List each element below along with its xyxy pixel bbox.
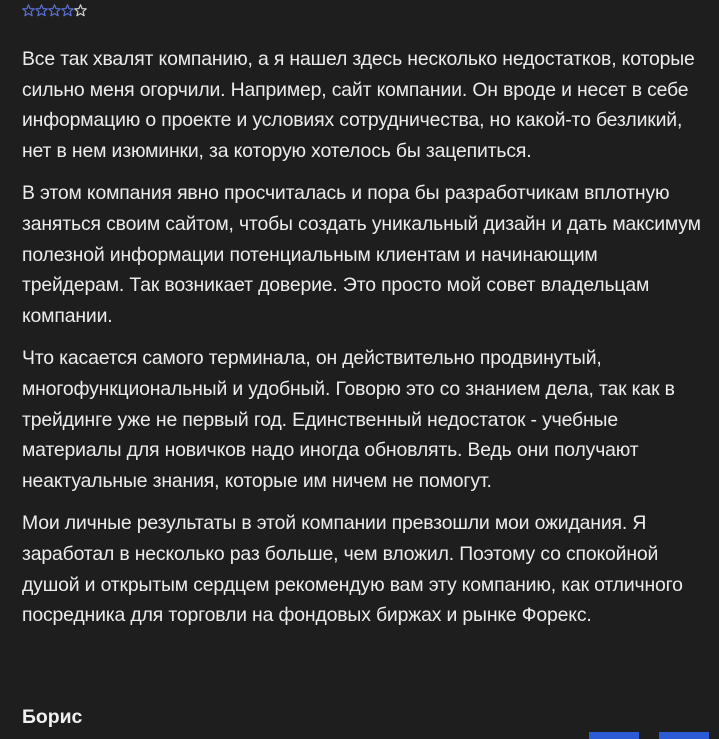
review-author: Борис bbox=[22, 706, 83, 728]
review-paragraph-1: Все так хвалят компанию, а я нашел здесь несколько недостатков, которые сильно меня огорчили. Например, сайт компании. Он вроде и несет в себе информацию о проекте и условиях сотрудничества, но какой-то безликий, нет в нем изюминки, за которую хотелось бы зацепиться. bbox=[22, 48, 695, 162]
review-paragraph-2: В этом компания явно просчиталась и пора бы разработчикам вплотную заняться своим сайтом, чтобы создать уникальный дизайн и дать максимум полезной информации потенциальным клиентам и начинающим трейдерам. Так возникает доверие. Это просто мой совет владельцам компании. bbox=[22, 182, 701, 327]
review-text bbox=[22, 44, 702, 643]
previous-review-button[interactable] bbox=[589, 732, 639, 739]
star-filled-icon bbox=[35, 4, 48, 17]
star-filled-icon bbox=[61, 4, 74, 17]
star-filled-icon bbox=[48, 4, 61, 17]
star-rating bbox=[22, 2, 87, 18]
review-paragraph-3: Что касается самого терминала, он действительно продвинутый, многофункциональный и удобный. Говорю это со знанием дела, так как в трейдинге уже не первый год. Единственный недостаток - учебные материалы для новичков надо иногда обновлять. Ведь они получают неактуальные знания, которые им ничем не помогут. bbox=[22, 347, 675, 492]
next-review-button[interactable] bbox=[659, 732, 709, 739]
star-filled-icon bbox=[22, 4, 35, 17]
star-empty-icon bbox=[74, 4, 87, 17]
review-paragraph-4: Мои личные результаты в этой компании превзошли мои ожидания. Я заработал в несколько раз больше, чем вложил. Поэтому со спокойной душой и открытым сердцем рекомендую вам эту компанию, как отличного посредника для торговли на фондовых биржах и рынке Форекс. bbox=[22, 512, 683, 627]
